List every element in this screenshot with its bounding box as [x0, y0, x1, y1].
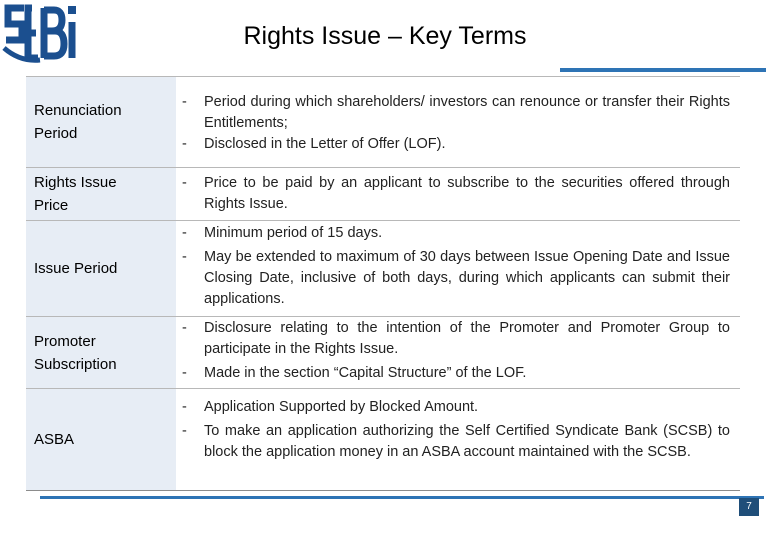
term-label-line: Promoter — [34, 332, 96, 350]
term-cell — [26, 389, 176, 490]
page-title: Rights Issue – Key Terms — [243, 22, 527, 50]
header-accent-rule — [560, 68, 766, 72]
list-item — [176, 363, 730, 384]
term-label-line: Renunciation — [34, 102, 122, 119]
sebi-logo — [0, 0, 82, 66]
footer-accent-rule — [40, 496, 764, 499]
bullet-text: Disclosure relating to the intention of the Promoter and Promoter Group to participate in the Rights Issue. — [204, 320, 730, 357]
description-cell — [176, 77, 740, 167]
description-cell — [176, 221, 740, 316]
list-item — [176, 397, 730, 418]
bullet-text: To make an application authorizing the Self Certified Syndicate Bank (SCSB) to block the application money in an ASBA account maintained with the SCSB. — [204, 423, 730, 460]
bullet-marker: - — [182, 399, 187, 415]
list-item — [176, 421, 730, 463]
description-cell — [176, 317, 740, 388]
list-item — [176, 223, 730, 244]
bullet-marker: - — [182, 136, 187, 152]
bullet-text: Made in the section “Capital Structure” of the LOF. — [204, 365, 527, 381]
term-label-line: ASBA — [34, 431, 75, 448]
table-row — [26, 168, 740, 221]
bullet-text: Minimum period of 15 days. — [204, 225, 383, 241]
bullet-marker: - — [182, 225, 187, 241]
key-terms-table — [26, 76, 740, 491]
table-row — [26, 221, 740, 317]
table-row — [26, 389, 740, 491]
term-label-line: Rights Issue — [34, 174, 117, 191]
term-cell — [26, 317, 176, 388]
bullet-text: Price to be paid by an applicant to subscribe to the securities offered through Rights Issue. — [204, 175, 730, 212]
bullet-marker: - — [182, 249, 187, 265]
bullet-text: Disclosed in the Letter of Offer (LOF). — [204, 136, 446, 152]
term-label-line: Period — [34, 125, 78, 142]
list-item — [176, 134, 730, 155]
table-row — [26, 77, 740, 168]
list-item — [176, 318, 730, 360]
term-cell — [26, 168, 176, 220]
list-item — [176, 247, 730, 310]
list-item — [176, 92, 730, 134]
bullet-marker: - — [182, 94, 187, 110]
term-cell — [26, 77, 176, 167]
bullet-text: Period during which shareholders/ investors can renounce or transfer their Rights Entitlements; — [204, 94, 730, 131]
bullet-marker: - — [182, 365, 187, 381]
bullet-marker: - — [182, 320, 187, 336]
bullet-marker: - — [182, 175, 187, 191]
description-cell — [176, 168, 740, 220]
bullet-marker: - — [182, 423, 187, 439]
table-row — [26, 317, 740, 389]
description-cell — [176, 389, 740, 490]
list-item — [176, 173, 730, 215]
term-label-line: Price — [34, 197, 69, 214]
term-label-line: Issue Period — [34, 260, 118, 277]
page-number-badge: 7 — [739, 498, 759, 516]
bullet-text: Application Supported by Blocked Amount. — [204, 399, 479, 415]
bullet-text: May be extended to maximum of 30 days between Issue Opening Date and Issue Closing Date, inclusive of both days, during which applicants can submit their applications. — [204, 249, 730, 307]
term-cell — [26, 221, 176, 316]
term-label-line: Subscription — [34, 355, 117, 373]
